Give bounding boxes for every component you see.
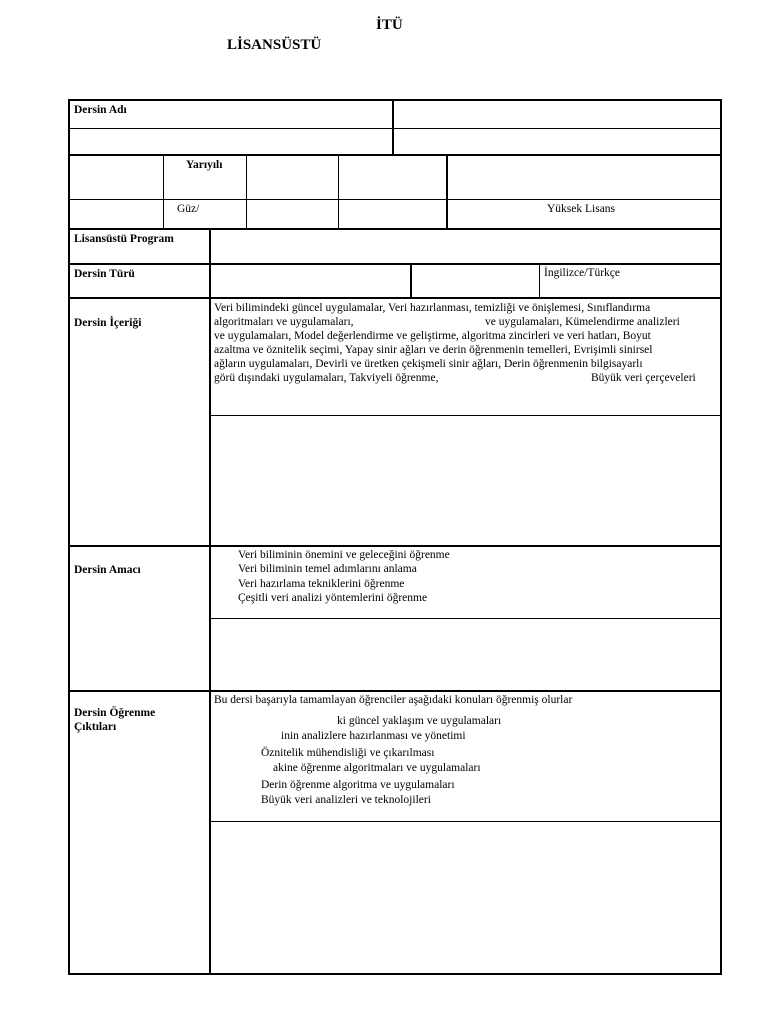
outcome-item: ki güncel yaklaşım ve uygulamaları <box>337 715 502 727</box>
objective-item: Veri biliminin önemini ve geleceğini öğrenme <box>238 549 450 561</box>
language-value: İngilizce/Türkçe <box>544 267 620 279</box>
course-content-label: Dersin İçeriği <box>74 317 142 329</box>
content-line: ağların uygulamaları, Devirli ve üretken çekişmeli sinir ağları, Derin öğrenmenin bilgisayarlı <box>214 358 643 370</box>
table-border-left <box>68 99 70 975</box>
learning-outcomes-label: Dersin Öğrenme <box>74 707 156 719</box>
content-line: algoritmaları ve uygulamaları, <box>214 316 354 328</box>
objective-item: Veri biliminin temel adımlarını anlama <box>238 563 417 576</box>
column-divider <box>539 263 540 299</box>
outcome-item: Derin öğrenme algoritma ve uygulamaları <box>261 779 455 791</box>
outcome-item: inin analizlere hazırlanması ve yönetimi <box>281 730 466 742</box>
row-divider <box>68 297 722 299</box>
degree-value: Yüksek Lisans <box>547 203 616 215</box>
table-border-top <box>68 99 722 101</box>
row-divider <box>68 690 722 692</box>
table-border-right <box>720 99 722 975</box>
content-line: Veri bilimindeki güncel uygulamalar, Veri hazırlanması, temizliği ve önişlemesi, Sınıflandırma <box>214 302 651 314</box>
column-divider <box>410 263 412 299</box>
column-divider <box>163 154 164 230</box>
outcome-item: Öznitelik mühendisliği ve çıkarılması <box>261 747 435 759</box>
row-divider <box>68 154 722 156</box>
table-border-bottom <box>68 973 722 975</box>
content-line: azaltma ve öznitelik seçimi, Yapay sinir ağları ve derin öğrenmenin temelleri, Evrişimli sinirsel <box>214 344 653 356</box>
column-divider <box>338 154 339 230</box>
column-divider <box>246 154 247 230</box>
content-line: ve uygulamaları, Model değerlendirme ve geliştirme, algoritma zincirleri ve veri hatları, Boyut <box>214 330 651 342</box>
column-divider <box>446 154 448 230</box>
page-title-institution: İTÜ <box>376 17 403 33</box>
outcome-item: Büyük veri analizleri ve teknolojileri <box>261 794 431 806</box>
objective-item: Çeşitli veri analizi yöntemlerini öğrenme <box>238 591 428 604</box>
row-divider <box>68 545 722 547</box>
column-divider <box>209 228 211 975</box>
semester-value: Güz/ <box>177 203 200 215</box>
row-divider <box>68 263 722 265</box>
row-divider <box>210 821 722 822</box>
course-name-label: Dersin Adı <box>74 104 127 116</box>
course-objective-label: Dersin Amacı <box>74 564 141 576</box>
learning-outcomes-intro: Bu dersi başarıyla tamamlayan öğrenciler aşağıdaki konuları öğrenmiş olurlar <box>214 694 573 706</box>
content-line: görü dışındaki uygulamaları, Takviyeli öğrenme, <box>214 372 439 384</box>
row-divider <box>68 128 722 129</box>
row-divider <box>68 228 722 230</box>
learning-outcomes-label-line2: Çıktıları <box>74 721 117 733</box>
outcome-item: akine öğrenme algoritmaları ve uygulamaları <box>273 762 481 774</box>
course-objectives-list <box>238 548 450 605</box>
objective-item: Veri hazırlama tekniklerini öğrenme <box>238 577 405 590</box>
row-divider <box>210 618 722 619</box>
column-divider <box>392 99 394 156</box>
row-divider <box>210 415 722 416</box>
page-title-level: LİSANSÜSTÜ <box>227 37 322 53</box>
row-divider <box>68 199 722 200</box>
semester-label: Yarıyılı <box>186 159 223 171</box>
program-label: Lisansüstü Program <box>74 233 174 245</box>
content-line: Büyük veri çerçeveleri <box>591 372 696 384</box>
content-line: ve uygulamaları, Kümelendirme analizleri <box>485 316 680 328</box>
course-type-label: Dersin Türü <box>74 268 135 280</box>
